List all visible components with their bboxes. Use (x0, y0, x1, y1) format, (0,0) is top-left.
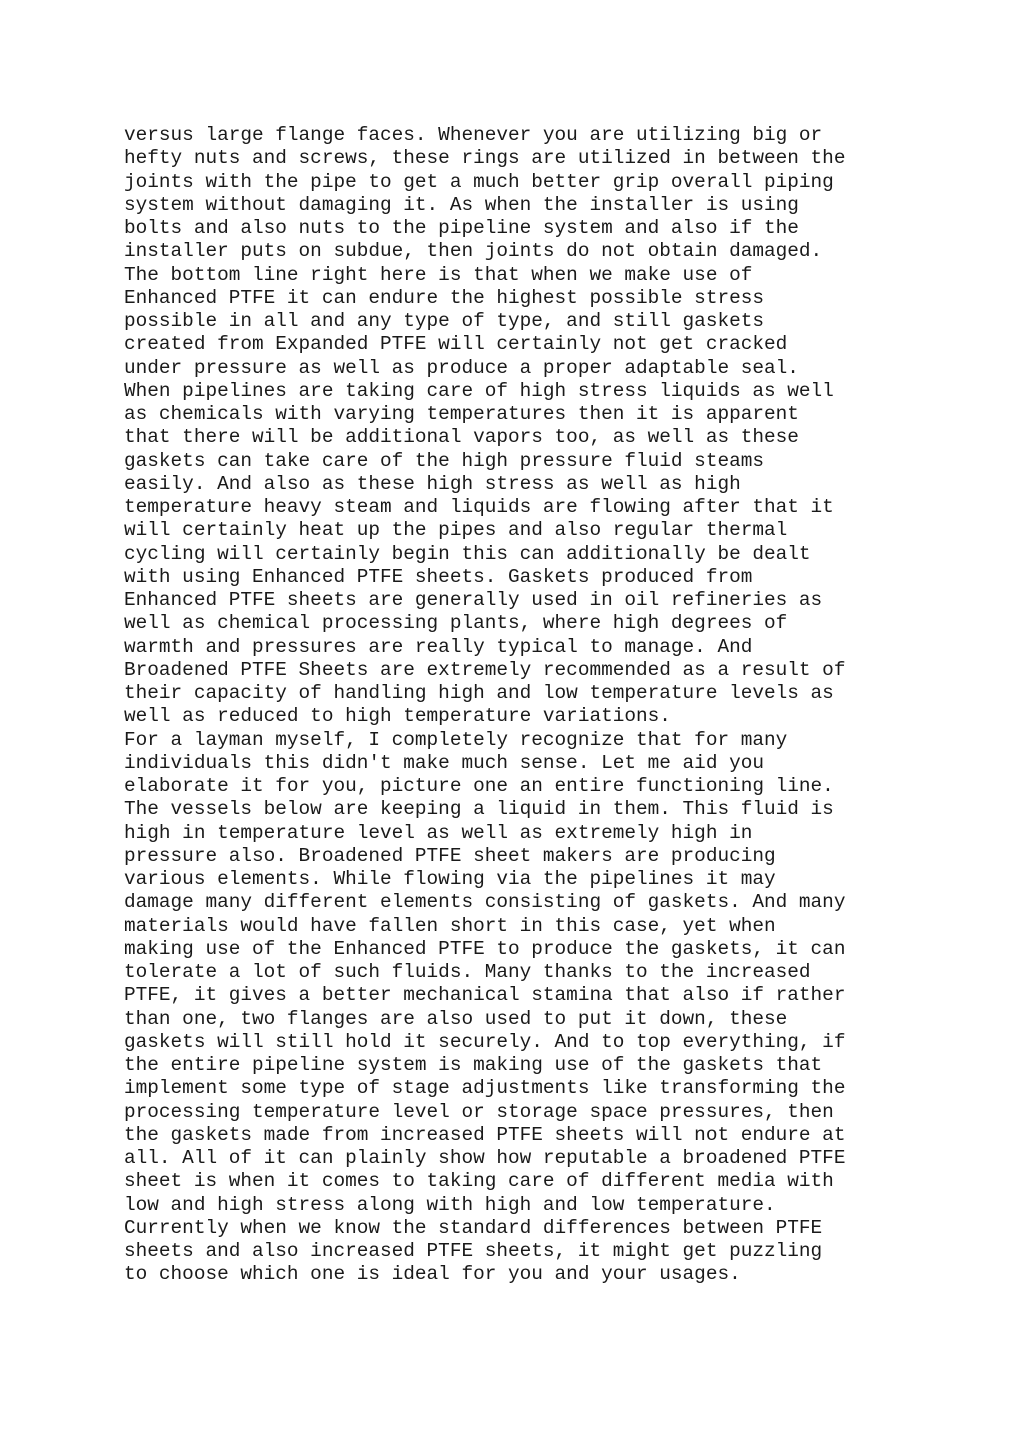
text-line: their capacity of handling high and low temperature levels as (124, 682, 834, 704)
text-line: cycling will certainly begin this can additionally be dealt (124, 542, 811, 565)
text-line: temperature heavy steam and liquids are flowing after that it (124, 496, 834, 518)
text-line: under pressure as well as produce a proper adaptable seal. (124, 356, 799, 379)
text-line: gaskets can take care of the high pressure fluid steams (124, 449, 764, 472)
text-line: well as reduced to high temperature variations. (124, 705, 671, 728)
text-line: sheets and also increased PTFE sheets, it might get puzzling (124, 1240, 823, 1262)
text-line: versus large flange faces. Whenever you are utilizing big or (124, 124, 823, 146)
text-line: high in temperature level as well as extremely high in (124, 821, 753, 844)
text-line: tolerate a lot of such fluids. Many thanks to the increased (124, 961, 811, 983)
text-line: processing temperature level or storage space pressures, then (124, 1100, 834, 1123)
text-line: gaskets will still hold it securely. And to top everything, if (124, 1030, 846, 1053)
text-line: well as chemical processing plants, where high degrees of (124, 612, 788, 635)
text-line: When pipelines are taking care of high stress liquids as well (124, 379, 834, 402)
text-line: than one, two flanges are also used to put it down, these (124, 1007, 788, 1030)
text-line: Enhanced PTFE sheets are generally used in oil refineries as (124, 589, 823, 611)
text-line: that there will be additional vapors too, as well as these (124, 426, 799, 449)
text-line: as chemicals with varying temperatures then it is apparent (124, 403, 799, 425)
text-line: making use of the Enhanced PTFE to produce the gaskets, it can (124, 937, 846, 960)
text-line: warmth and pressures are really typical to manage. And (124, 635, 753, 658)
text-line: installer puts on subdue, then joints do not obtain damaged. (124, 240, 823, 263)
text-line: materials would have fallen short in this case, yet when (124, 914, 776, 937)
text-line: Enhanced PTFE it can endure the highest possible stress (124, 286, 764, 309)
text-line: low and high stress along with high and low temperature. (124, 1193, 776, 1216)
text-line: all. All of it can plainly show how reputable a broadened PTFE (124, 1147, 846, 1169)
text-line: damage many different elements consisting of gaskets. And many (124, 891, 846, 914)
text-line: created from Expanded PTFE will certainly not get cracked (124, 333, 788, 356)
text-line: possible in all and any type of type, and still gaskets (124, 310, 764, 332)
text-line: Currently when we know the standard differences between PTFE (124, 1216, 823, 1239)
text-line: Broadened PTFE Sheets are extremely recommended as a result of (124, 658, 846, 681)
text-line: individuals this didn't make much sense. Let me aid you (124, 751, 764, 774)
text-line: pressure also. Broadened PTFE sheet makers are producing (124, 844, 776, 867)
text-line: The vessels below are keeping a liquid in them. This fluid is (124, 798, 834, 821)
text-line: to choose which one is ideal for you and your usages. (124, 1263, 741, 1286)
text-line: various elements. While flowing via the pipelines it may (124, 868, 776, 890)
text-line: the gaskets made from increased PTFE sheets will not endure at (124, 1123, 846, 1146)
text-line: the entire pipeline system is making use of the gaskets that (124, 1054, 823, 1076)
text-line: implement some type of stage adjustments like transforming the (124, 1077, 846, 1100)
text-line: hefty nuts and screws, these rings are utilized in between the (124, 147, 846, 170)
text-line: easily. And also as these high stress as well as high (124, 472, 741, 495)
body-text (124, 124, 1004, 1287)
text-line: The bottom line right here is that when we make use of (124, 263, 753, 286)
text-line: system without damaging it. As when the installer is using (124, 193, 799, 216)
text-line: joints with the pipe to get a much better grip overall piping (124, 170, 834, 193)
text-line: sheet is when it comes to taking care of different media with (124, 1170, 834, 1193)
text-line: For a layman myself, I completely recognize that for many (124, 728, 788, 751)
text-line: bolts and also nuts to the pipeline system and also if the (124, 217, 799, 239)
text-line: elaborate it for you, picture one an entire functioning line. (124, 775, 834, 797)
text-line: will certainly heat up the pipes and also regular thermal (124, 519, 788, 542)
text-line: with using Enhanced PTFE sheets. Gaskets produced from (124, 565, 753, 588)
text-line: PTFE, it gives a better mechanical stamina that also if rather (124, 984, 846, 1007)
